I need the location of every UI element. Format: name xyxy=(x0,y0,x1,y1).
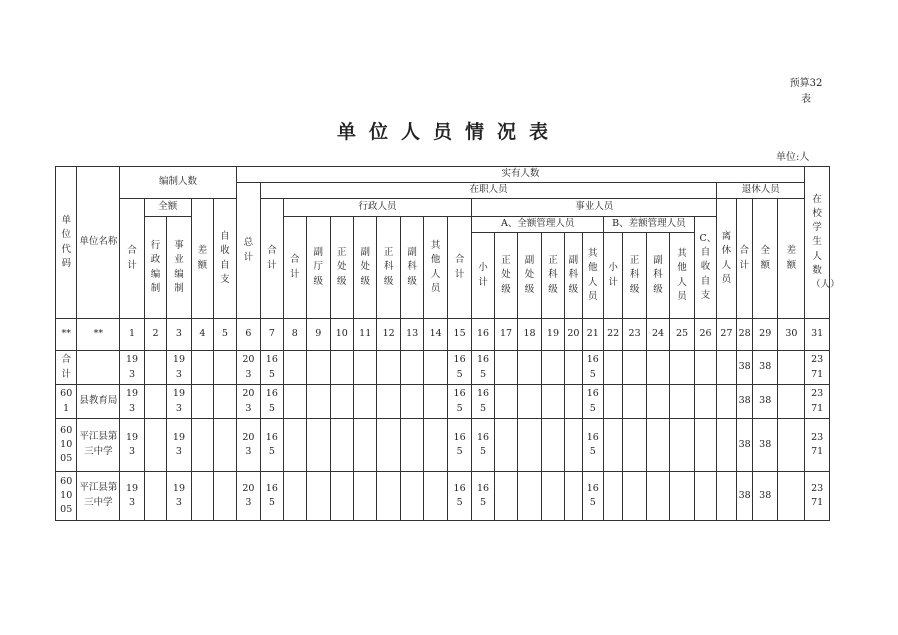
header-a-director: 正处级 xyxy=(494,233,517,319)
header-inst-staffing: 事业编制 xyxy=(167,217,191,319)
value-cell xyxy=(670,385,694,419)
value-cell xyxy=(494,472,517,521)
value-cell xyxy=(603,351,622,385)
value-cell: 165 xyxy=(582,385,603,419)
value-cell xyxy=(565,385,582,419)
value-cell: 38 xyxy=(752,385,778,419)
personnel-table xyxy=(55,166,840,521)
table-row xyxy=(56,419,830,472)
header-students: 在校学生人数（人） xyxy=(805,167,830,319)
value-cell xyxy=(330,351,353,385)
value-cell: 38 xyxy=(736,351,752,385)
value-cell: 38 xyxy=(752,351,778,385)
value-cell: 193 xyxy=(167,351,191,385)
value-cell: 165 xyxy=(582,472,603,521)
value-cell xyxy=(330,419,353,472)
value-cell: 165 xyxy=(447,419,471,472)
value-cell: 165 xyxy=(447,385,471,419)
value-cell xyxy=(541,472,564,521)
value-cell xyxy=(191,351,213,385)
header-admin-other: 其他人员 xyxy=(424,217,447,319)
value-cell: 38 xyxy=(736,472,752,521)
value-cell: 2371 xyxy=(805,385,830,419)
value-cell xyxy=(424,472,447,521)
header-ret-total: 合计 xyxy=(736,199,752,319)
value-cell xyxy=(377,385,400,419)
value-cell: 165 xyxy=(447,351,471,385)
value-cell xyxy=(377,351,400,385)
value-cell xyxy=(717,351,736,385)
column-index-cell: 2 xyxy=(144,319,166,351)
value-cell xyxy=(646,472,669,521)
value-cell xyxy=(623,472,646,521)
header-diff-funded: 差额 xyxy=(191,199,213,319)
header-admin-staff: 行政人员 xyxy=(283,199,472,217)
table-row xyxy=(56,472,830,521)
header-admin-total: 合计 xyxy=(283,217,306,319)
value-cell xyxy=(623,419,646,472)
column-index-cell: 21 xyxy=(582,319,603,351)
column-index-cell: 4 xyxy=(191,319,213,351)
value-cell xyxy=(494,419,517,472)
value-cell xyxy=(424,351,447,385)
column-index-cell: 15 xyxy=(447,319,471,351)
value-cell: 165 xyxy=(582,351,603,385)
column-index-cell: 20 xyxy=(565,319,582,351)
value-cell xyxy=(623,351,646,385)
value-cell xyxy=(191,472,213,521)
value-cell xyxy=(377,419,400,472)
column-index-cell: 26 xyxy=(694,319,716,351)
value-cell xyxy=(214,385,236,419)
value-cell xyxy=(778,419,805,472)
value-cell: 165 xyxy=(472,351,494,385)
unit-name-cell xyxy=(77,351,120,385)
value-cell xyxy=(646,385,669,419)
header-b-other: 其他人员 xyxy=(670,233,694,319)
value-cell xyxy=(307,351,330,385)
column-index-cell: 13 xyxy=(400,319,423,351)
value-cell: 165 xyxy=(261,385,283,419)
value-cell: 38 xyxy=(736,419,752,472)
header-a-deputy-section: 副科级 xyxy=(565,233,582,319)
value-cell: 2371 xyxy=(805,472,830,521)
value-cell xyxy=(353,472,376,521)
value-cell xyxy=(694,419,716,472)
value-cell xyxy=(377,472,400,521)
value-cell xyxy=(778,385,805,419)
value-cell xyxy=(353,351,376,385)
header-b-deputy-section: 副科级 xyxy=(646,233,669,319)
header-inst-total: 合计 xyxy=(447,217,471,319)
value-cell: 165 xyxy=(261,419,283,472)
value-cell xyxy=(144,351,166,385)
value-cell xyxy=(494,351,517,385)
value-cell xyxy=(283,351,306,385)
value-cell xyxy=(717,385,736,419)
value-cell xyxy=(623,385,646,419)
header-employed-total: 合计 xyxy=(261,199,283,319)
value-cell xyxy=(670,351,694,385)
header-actual: 实有人数 xyxy=(236,167,805,183)
column-index-cell: 8 xyxy=(283,319,306,351)
value-cell xyxy=(670,472,694,521)
value-cell: 165 xyxy=(447,472,471,521)
column-index-cell: 3 xyxy=(167,319,191,351)
value-cell: 38 xyxy=(752,419,778,472)
unit-name-cell: 平江县第三中学 xyxy=(77,472,120,521)
column-index-cell: 14 xyxy=(424,319,447,351)
header-staffing: 编制人数 xyxy=(120,167,236,199)
unit-code-cell: 601005 xyxy=(56,419,77,472)
value-cell xyxy=(603,419,622,472)
header-b-group: B、差额管理人员 xyxy=(603,217,694,233)
header-deputy-section: 副科级 xyxy=(400,217,423,319)
value-cell: 165 xyxy=(472,385,494,419)
value-cell xyxy=(307,419,330,472)
header-deputy-director: 副处级 xyxy=(353,217,376,319)
header-staffing-total: 合计 xyxy=(120,199,144,319)
header-a-subtotal: 小计 xyxy=(472,233,494,319)
column-index-cell: 9 xyxy=(307,319,330,351)
header-deputy-dept: 副厅级 xyxy=(307,217,330,319)
column-index-cell: 19 xyxy=(541,319,564,351)
value-cell xyxy=(541,419,564,472)
value-cell xyxy=(400,419,423,472)
column-index-cell: 6 xyxy=(236,319,260,351)
value-cell xyxy=(424,419,447,472)
value-cell: 165 xyxy=(261,351,283,385)
value-cell: 193 xyxy=(167,385,191,419)
value-cell xyxy=(330,385,353,419)
unit-name-cell: 县教育局 xyxy=(77,385,120,419)
column-index-cell: 28 xyxy=(736,319,752,351)
value-cell: 193 xyxy=(120,472,144,521)
column-index-cell: 22 xyxy=(603,319,622,351)
column-index-cell: 18 xyxy=(518,319,541,351)
header-a-deputy-director: 副处级 xyxy=(518,233,541,319)
column-index-cell: 7 xyxy=(261,319,283,351)
value-cell xyxy=(518,419,541,472)
value-cell: 203 xyxy=(236,385,260,419)
value-cell xyxy=(307,472,330,521)
value-cell xyxy=(565,419,582,472)
value-cell xyxy=(283,419,306,472)
header-ret-diff: 差额 xyxy=(778,199,805,319)
value-cell: 193 xyxy=(120,419,144,472)
header-actual-total: 总计 xyxy=(236,183,260,319)
header-admin-staffing: 行政编制 xyxy=(144,217,166,319)
value-cell xyxy=(400,472,423,521)
column-index-cell: 10 xyxy=(330,319,353,351)
value-cell: 165 xyxy=(472,472,494,521)
value-cell xyxy=(400,351,423,385)
value-cell xyxy=(541,351,564,385)
value-cell xyxy=(494,385,517,419)
value-cell xyxy=(144,385,166,419)
column-index-cell: 29 xyxy=(752,319,778,351)
column-index-cell: 31 xyxy=(805,319,830,351)
value-cell xyxy=(330,472,353,521)
value-cell xyxy=(541,385,564,419)
page-title: 单位人员情况表 xyxy=(336,121,561,143)
unit-label: 单位:人 xyxy=(776,152,810,163)
column-index-row xyxy=(56,319,830,351)
header-ret-full: 全额 xyxy=(752,199,778,319)
value-cell xyxy=(565,472,582,521)
value-cell xyxy=(424,385,447,419)
value-cell: 203 xyxy=(236,472,260,521)
column-index-cell: 16 xyxy=(472,319,494,351)
value-cell: 193 xyxy=(120,385,144,419)
value-cell xyxy=(717,472,736,521)
table-row xyxy=(56,351,830,385)
column-index-cell: 5 xyxy=(214,319,236,351)
column-index-cell: 24 xyxy=(646,319,669,351)
header-retired-off: 离休人员 xyxy=(717,199,736,319)
header-a-group: A、全额管理人员 xyxy=(472,217,604,233)
header-unit-name: 单位名称 xyxy=(77,167,120,319)
value-cell xyxy=(518,385,541,419)
value-cell: 2371 xyxy=(805,419,830,472)
value-cell xyxy=(646,419,669,472)
value-cell xyxy=(670,419,694,472)
value-cell: 2371 xyxy=(805,351,830,385)
column-index-cell: 17 xyxy=(494,319,517,351)
column-index-cell: 1 xyxy=(120,319,144,351)
value-cell xyxy=(646,351,669,385)
value-cell xyxy=(144,472,166,521)
value-cell: 193 xyxy=(120,351,144,385)
value-cell xyxy=(307,385,330,419)
value-cell xyxy=(603,385,622,419)
value-cell xyxy=(191,385,213,419)
value-cell xyxy=(717,419,736,472)
header-b-subtotal: 小计 xyxy=(603,233,622,319)
value-cell: 165 xyxy=(472,419,494,472)
value-cell xyxy=(214,472,236,521)
value-cell: 165 xyxy=(261,472,283,521)
value-cell xyxy=(694,472,716,521)
column-index-cell: ** xyxy=(77,319,120,351)
header-section-chief: 正科级 xyxy=(377,217,400,319)
value-cell xyxy=(144,419,166,472)
value-cell xyxy=(283,385,306,419)
header-inst-staff: 事业人员 xyxy=(472,199,717,217)
column-index-cell: 30 xyxy=(778,319,805,351)
unit-name-cell: 平江县第三中学 xyxy=(77,419,120,472)
header-employed: 在职人员 xyxy=(261,183,717,199)
value-cell xyxy=(694,385,716,419)
value-cell xyxy=(694,351,716,385)
value-cell: 203 xyxy=(236,351,260,385)
value-cell: 38 xyxy=(736,385,752,419)
value-cell xyxy=(283,472,306,521)
value-cell xyxy=(603,472,622,521)
column-index-cell: 11 xyxy=(353,319,376,351)
value-cell xyxy=(565,351,582,385)
value-cell xyxy=(191,419,213,472)
value-cell xyxy=(400,385,423,419)
unit-code-cell: 601005 xyxy=(56,472,77,521)
value-cell xyxy=(778,472,805,521)
table-row xyxy=(56,385,830,419)
value-cell: 38 xyxy=(752,472,778,521)
value-cell: 165 xyxy=(582,419,603,472)
header-self-funded: 自收自支 xyxy=(214,199,236,319)
value-cell xyxy=(518,472,541,521)
unit-code-cell: 601 xyxy=(56,385,77,419)
header-unit-code: 单位代码 xyxy=(56,167,77,319)
value-cell xyxy=(214,419,236,472)
value-cell xyxy=(214,351,236,385)
value-cell xyxy=(778,351,805,385)
header-full-funded: 全额 xyxy=(144,199,191,217)
unit-code-cell: 合计 xyxy=(56,351,77,385)
form-number: 预算32表 xyxy=(789,78,823,105)
column-index-cell: 27 xyxy=(717,319,736,351)
value-cell xyxy=(518,351,541,385)
value-cell xyxy=(353,385,376,419)
header-retired: 退休人员 xyxy=(717,183,805,199)
header-c-self: C、自收自支 xyxy=(694,217,716,319)
column-index-cell: 25 xyxy=(670,319,694,351)
value-cell xyxy=(353,419,376,472)
value-cell: 203 xyxy=(236,419,260,472)
header-b-section-chief: 正科级 xyxy=(623,233,646,319)
column-index-cell: 12 xyxy=(377,319,400,351)
header-a-other: 其他人员 xyxy=(582,233,603,319)
column-index-cell: 23 xyxy=(623,319,646,351)
header-director: 正处级 xyxy=(330,217,353,319)
header-a-section-chief: 正科级 xyxy=(541,233,564,319)
value-cell: 193 xyxy=(167,419,191,472)
column-index-cell: ** xyxy=(56,319,77,351)
value-cell: 193 xyxy=(167,472,191,521)
